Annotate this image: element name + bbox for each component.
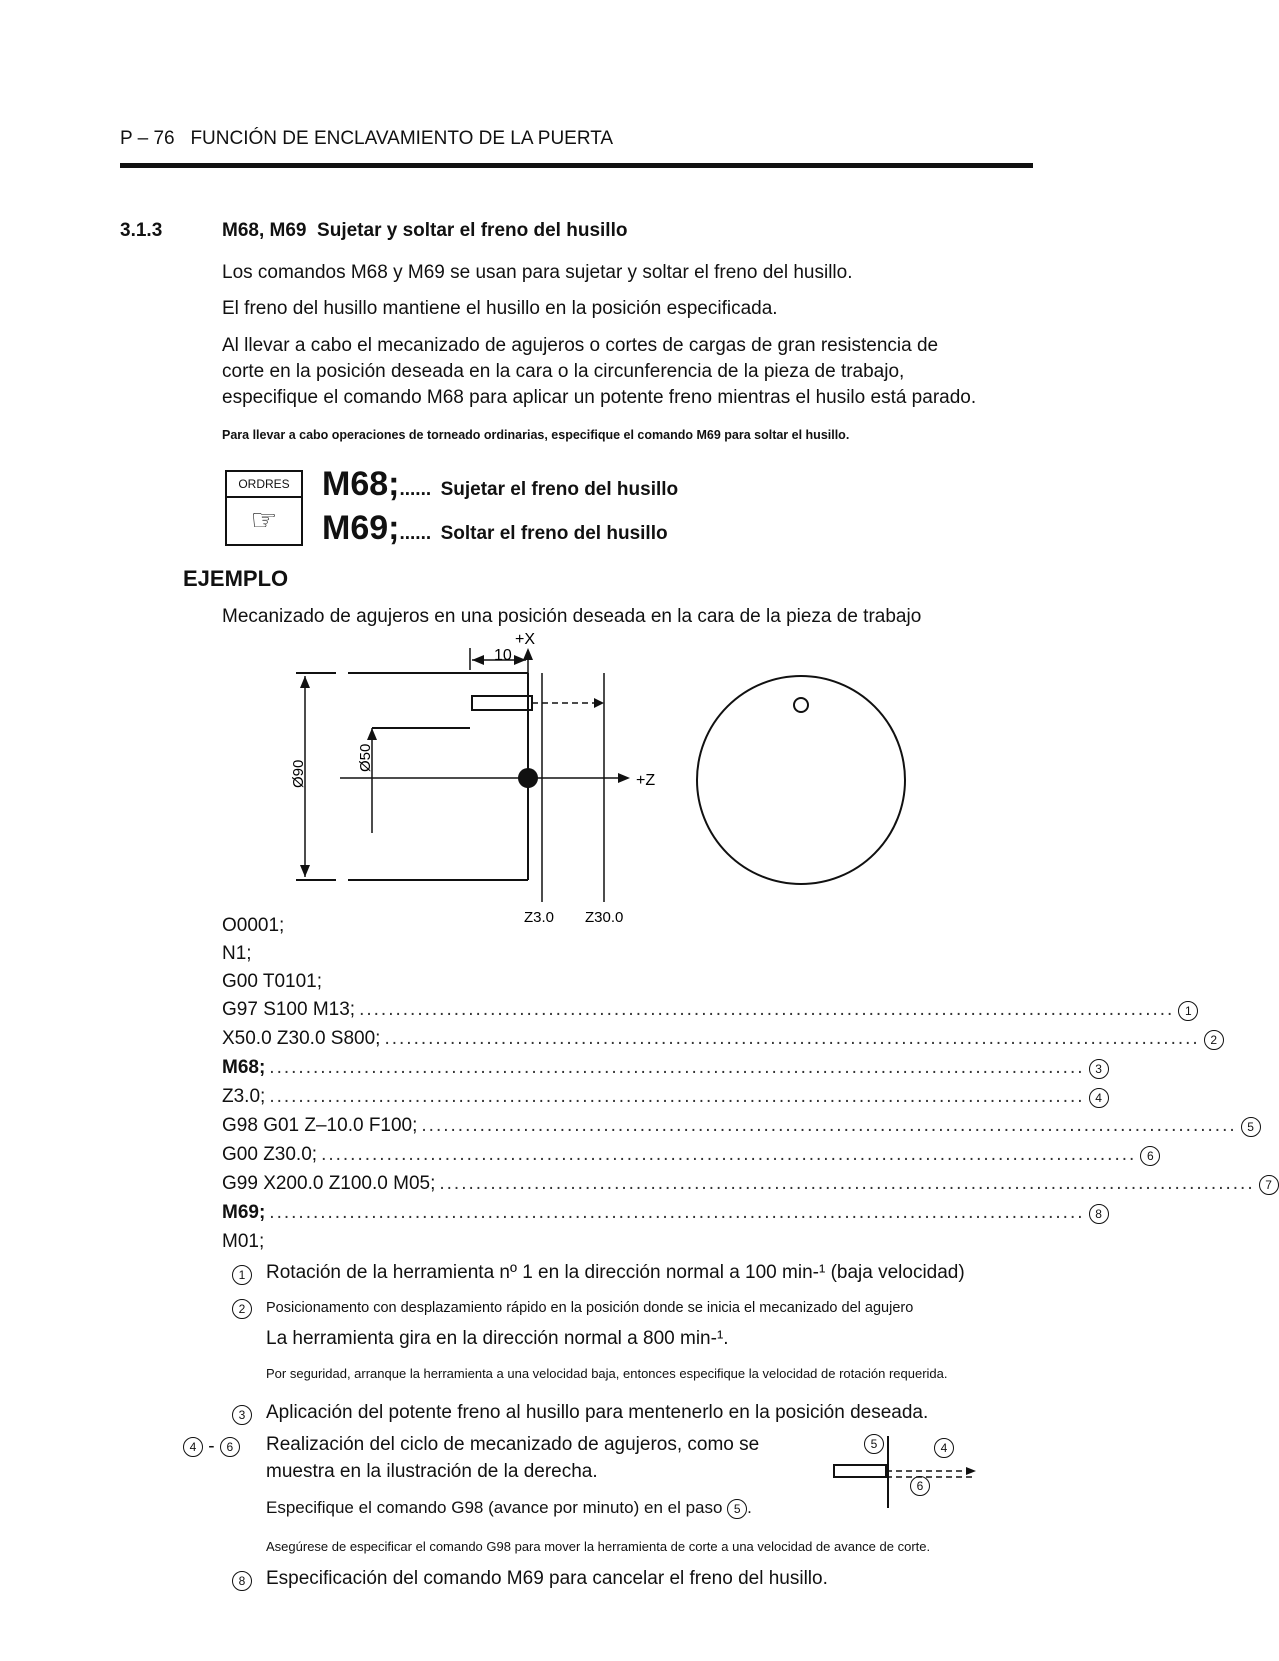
step-number: 2: [1204, 1030, 1224, 1050]
command-code: M69;: [322, 509, 400, 547]
dia-90-label: Ø90: [290, 759, 307, 788]
command-desc: Sujetar el freno del husillo: [440, 479, 679, 500]
machining-diagram: [0, 0, 1106, 940]
mini-step-5: [864, 1434, 884, 1454]
note-3-number: [232, 1404, 252, 1426]
command-code: M68;: [322, 465, 400, 503]
note-2-line-2: La herramienta gira en la dirección normal a 800 min-¹.: [266, 1328, 729, 1349]
note-8-text: Especificación del comando M69 para cancelar el freno del husillo.: [266, 1568, 828, 1589]
step-number: 1: [1178, 1001, 1198, 1021]
program-line-5: G98 G01 Z–10.0 F100; ................................................................................................................ 5: [222, 1115, 986, 1137]
note-2-text: Posicionamento con desplazamiento rápido en la posición donde se inicia el mecanizado del agujero: [266, 1300, 914, 1316]
program-line-1: G97 S100 M13; ................................................................................................................ 1: [222, 999, 986, 1021]
paragraph-3-line-2: corte en la posición deseada en la cara o la circunferencia de la pieza de trabajo,: [222, 361, 905, 382]
step-number: 6: [220, 1437, 240, 1457]
step-number: 4: [183, 1437, 203, 1457]
page-reference: P – 76: [120, 128, 175, 149]
step-number: 3: [1089, 1059, 1109, 1079]
small-note: Para llevar a cabo operaciones de torneado ordinarias, especifique el comando M69 para soltar el husillo.: [222, 428, 850, 442]
program-code: G97 S100 M13;: [222, 999, 356, 1020]
step-number: 5: [864, 1434, 884, 1454]
mini-step-4: [934, 1438, 954, 1458]
program-code: M69;: [222, 1202, 266, 1223]
note-2-small: Por seguridad, arranque la herramienta a una velocidad baja, entonces especifique la velocidad de rotación requerida.: [266, 1366, 948, 1381]
command-desc: Soltar el freno del husillo: [440, 523, 668, 544]
note-3-text: Aplicación del potente freno al husillo para mentenerlo en la posición deseada.: [266, 1402, 929, 1423]
orders-label: ORDRES: [227, 472, 301, 498]
paragraph-1: Los comandos M68 y M69 se usan para sujetar y soltar el freno del husillo.: [222, 262, 853, 283]
pointing-hand-icon: ☞: [250, 504, 278, 537]
note-1-text: Rotación de la herramienta nº 1 en la dirección normal a 100 min-¹ (baja velocidad): [266, 1262, 965, 1283]
step-number: 4: [1089, 1088, 1109, 1108]
page-title: FUNCIÓN DE ENCLAVAMIENTO DE LA PUERTA: [190, 128, 614, 149]
note-4-6-number: [183, 1436, 240, 1458]
note-8-number: [232, 1570, 252, 1592]
program-line-3: M68; ................................................................................................................ 3: [222, 1057, 986, 1079]
origin-marker: [518, 768, 538, 788]
program-line: N1;: [222, 943, 252, 964]
program-line: G00 T0101;: [222, 971, 323, 992]
dia-50-label: Ø50: [357, 743, 374, 772]
step-number: 8: [232, 1571, 252, 1591]
program-line-8: M69; ................................................................................................................ 8: [222, 1202, 986, 1224]
z30-label: Z30.0: [585, 909, 624, 926]
note-1-number: [232, 1264, 252, 1286]
section-number: 3.1.3: [120, 220, 163, 241]
note-4-6-line-2: muestra en la ilustración de la derecha.: [266, 1461, 598, 1482]
range-separator: -: [208, 1436, 215, 1457]
step-number: 2: [232, 1299, 252, 1319]
program-code: G99 X200.0 Z100.0 M05;: [222, 1173, 436, 1194]
paragraph-3-line-1: Al llevar a cabo el mecanizado de agujeros o cortes de cargas de gran resistencia de: [222, 335, 939, 356]
step-number: 5: [1241, 1117, 1261, 1137]
note-2-number: [232, 1298, 252, 1320]
paragraph-2: El freno del husillo mantiene el husillo en la posición especificada.: [222, 298, 778, 319]
x-axis-label: +X: [515, 631, 536, 648]
program-code: M68;: [222, 1057, 266, 1078]
step-number: 8: [1089, 1204, 1109, 1224]
step-number: 3: [232, 1405, 252, 1425]
program-line: M01;: [222, 1231, 265, 1252]
command-dots: ......: [399, 479, 432, 500]
step-number: 6: [1140, 1146, 1160, 1166]
note-4-6-small: Asegúrese de especificar el comando G98 para mover la herramienta de corte a una velocidad de avance de corte.: [266, 1539, 931, 1554]
program-line-2: X50.0 Z30.0 S800; ................................................................................................................ 2: [222, 1028, 986, 1050]
step-number: 1: [232, 1265, 252, 1285]
step-number: 6: [910, 1476, 930, 1496]
note-4-6-text: Realización del ciclo de mecanizado de agujeros, como se: [266, 1434, 760, 1455]
example-heading: EJEMPLO: [183, 566, 289, 591]
program-line-7: G99 X200.0 Z100.0 M05; ................................................................................................................ 7: [222, 1173, 986, 1195]
dim-10-label: 10: [494, 647, 512, 664]
z3-label: Z3.0: [524, 909, 555, 926]
step-number: 5: [727, 1499, 747, 1519]
program-line-6: G00 Z30.0; ................................................................................................................ 6: [222, 1144, 986, 1166]
program-code: Z3.0;: [222, 1086, 266, 1107]
note-4-6-line-3-text: Especifique el comando G98 (avance por minuto) en el paso: [266, 1498, 723, 1517]
drill-tool: [472, 696, 532, 710]
z-axis-label: +Z: [636, 772, 656, 789]
section-title-text: Sujetar y soltar el freno del husillo: [317, 220, 628, 241]
step-number: 7: [1259, 1175, 1279, 1195]
example-subtitle: Mecanizado de agujeros en una posición deseada en la cara de la pieza de trabajo: [222, 606, 922, 627]
program-code: X50.0 Z30.0 S800;: [222, 1028, 381, 1049]
program-line-4: Z3.0; ................................................................................................................ 4: [222, 1086, 986, 1108]
mini-cycle-diagram: [826, 1428, 986, 1510]
program-line: O0001;: [222, 915, 285, 936]
hole-marker: [794, 698, 808, 712]
workpiece-face-circle: [697, 676, 905, 884]
section-codes: M68, M69: [222, 220, 307, 241]
note-4-6-line-3-end: .: [747, 1498, 752, 1517]
command-dots: ......: [399, 523, 432, 544]
program-code: G98 G01 Z–10.0 F100;: [222, 1115, 418, 1136]
step-number: 4: [934, 1438, 954, 1458]
paragraph-3-line-3: especifique el comando M68 para aplicar un potente freno mientras el husilo está parado.: [222, 387, 977, 408]
note-4-6-line-3: [266, 1498, 752, 1519]
mini-step-6: [910, 1476, 930, 1496]
program-code: G00 Z30.0;: [222, 1144, 318, 1165]
